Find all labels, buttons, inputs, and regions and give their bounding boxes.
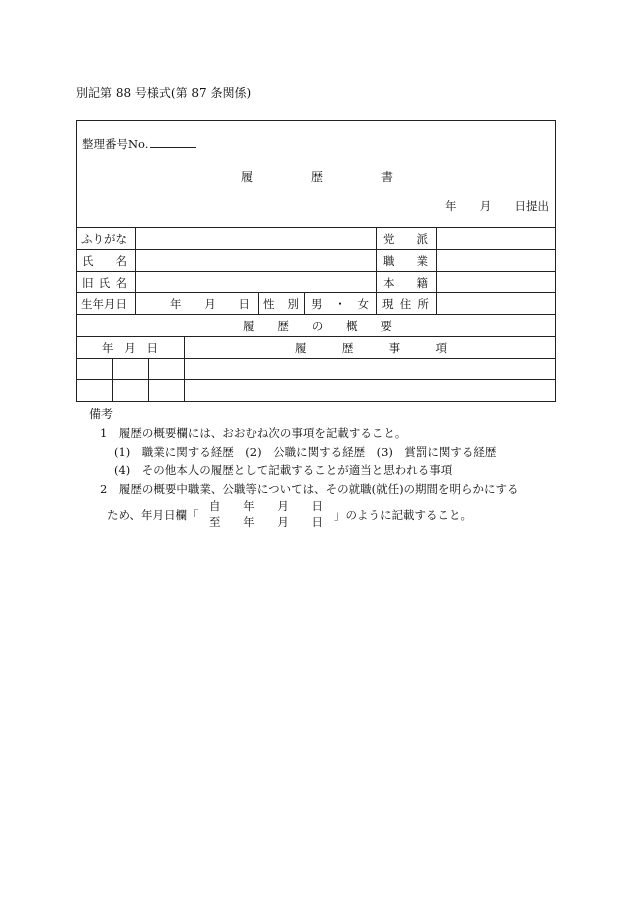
seiri-bango-label: 整理番号No. [82,137,149,151]
form-reference: 別記第 88 号様式(第 87 条関係) [76,86,252,100]
label-char: 業 [416,254,428,268]
period-char: 年 [243,499,255,513]
period-from [209,498,323,514]
label-address [382,296,429,312]
rule-sex-value-start [304,292,305,315]
label-char: 派 [416,232,428,246]
summary-char: 歴 [277,319,289,333]
frame-top [76,120,556,121]
sex-separator: ・ [334,297,346,311]
label-char: 旧 [82,276,94,290]
label-char: 氏 [98,276,111,290]
note-2-cont-suffix: 」のように記載すること。 [334,508,472,522]
field-address[interactable] [437,293,555,314]
label-char: 職 [383,254,395,268]
label-name [82,253,127,269]
col-char: 月 [124,341,136,355]
submission-day: 日提出 [514,199,549,213]
period-char: 至 [209,515,221,529]
note-1-items-b: (4) その他本人の履歴として記載することが適当と思われる事項 [114,463,453,477]
label-char: 別 [287,297,299,311]
birth-day-unit: 日 [238,297,250,311]
period-char: 月 [277,499,289,513]
rule-sex-label-start [258,292,259,315]
title-char: 履 [241,170,254,184]
notes-heading: 備考 [89,407,114,421]
field-furigana[interactable] [136,228,376,249]
label-char: 名 [115,276,127,290]
label-char: 名 [115,254,127,268]
note-1-items-a: (1) 職業に関する経歴 (2) 公職に関する経歴 (3) 賞罰に関する経歴 [114,445,497,459]
history-entry-row[interactable] [77,380,555,401]
summary-char: 概 [346,319,358,333]
col-char: 日 [146,341,158,355]
title-char: 書 [380,170,393,184]
label-char: 所 [417,297,429,311]
title-char: 歴 [310,170,323,184]
summary-char: の [311,319,324,333]
period-char: 月 [277,515,289,529]
seiri-bango-blank[interactable] [150,136,196,148]
period-char: 日 [311,499,323,513]
rule-summary-title [76,336,556,337]
period-char: 日 [311,515,323,529]
col-char: 年 [102,341,114,355]
submission-year: 年 [445,199,457,213]
period-to [209,514,323,530]
birth-month-unit: 月 [204,297,216,311]
rule-right-label-start [376,227,377,315]
history-entry-row[interactable] [77,359,555,379]
field-name[interactable] [136,250,376,271]
col-char: 項 [435,341,447,355]
label-char: 住 [399,297,412,311]
label-former-name [82,275,127,291]
field-birthdate[interactable] [170,296,250,312]
label-sex [263,296,299,312]
submission-date[interactable] [445,198,549,214]
label-party [383,231,428,247]
period-char: 年 [243,515,255,529]
sex-option-male[interactable]: 男 [311,297,323,311]
label-char: 現 [382,297,394,311]
field-sex[interactable] [311,296,369,312]
label-char: 氏 [82,254,94,268]
field-occupation[interactable] [437,250,555,271]
col-char: 事 [388,341,401,355]
summary-char: 要 [380,319,392,333]
sex-option-female[interactable]: 女 [357,297,369,311]
field-party[interactable] [437,228,555,249]
note-1: 1 履歴の概要欄には、おおむね次の事項を記載すること。 [100,426,407,440]
summary-title [243,318,392,334]
label-domicile [383,275,428,291]
label-furigana: ふりがな [81,232,127,246]
col-header-date [102,340,158,356]
note-2-cont-prefix: ため、年月日欄「 [107,508,199,522]
label-char: 籍 [416,276,428,290]
label-char: 本 [383,276,395,290]
submission-month: 月 [479,199,492,213]
label-char: 党 [383,232,395,246]
field-domicile[interactable] [437,272,555,292]
note-2: 2 履歴の概要中職業、公職等については、その就職(就任)の期間を明らかにする [100,482,519,496]
birth-year-unit: 年 [170,297,182,311]
seiri-bango-field[interactable] [82,136,196,152]
form-title [241,168,393,185]
frame-right [555,120,556,402]
field-former-name[interactable] [136,272,376,292]
col-header-matters [295,340,447,356]
summary-char: 履 [243,319,255,333]
label-occupation [383,253,428,269]
label-birthdate: 生年月日 [81,297,127,311]
label-char: 性 [263,297,275,311]
rule-row4 [76,314,556,315]
period-char: 自 [209,499,221,513]
col-char: 歴 [341,341,354,355]
col-char: 履 [295,341,307,355]
